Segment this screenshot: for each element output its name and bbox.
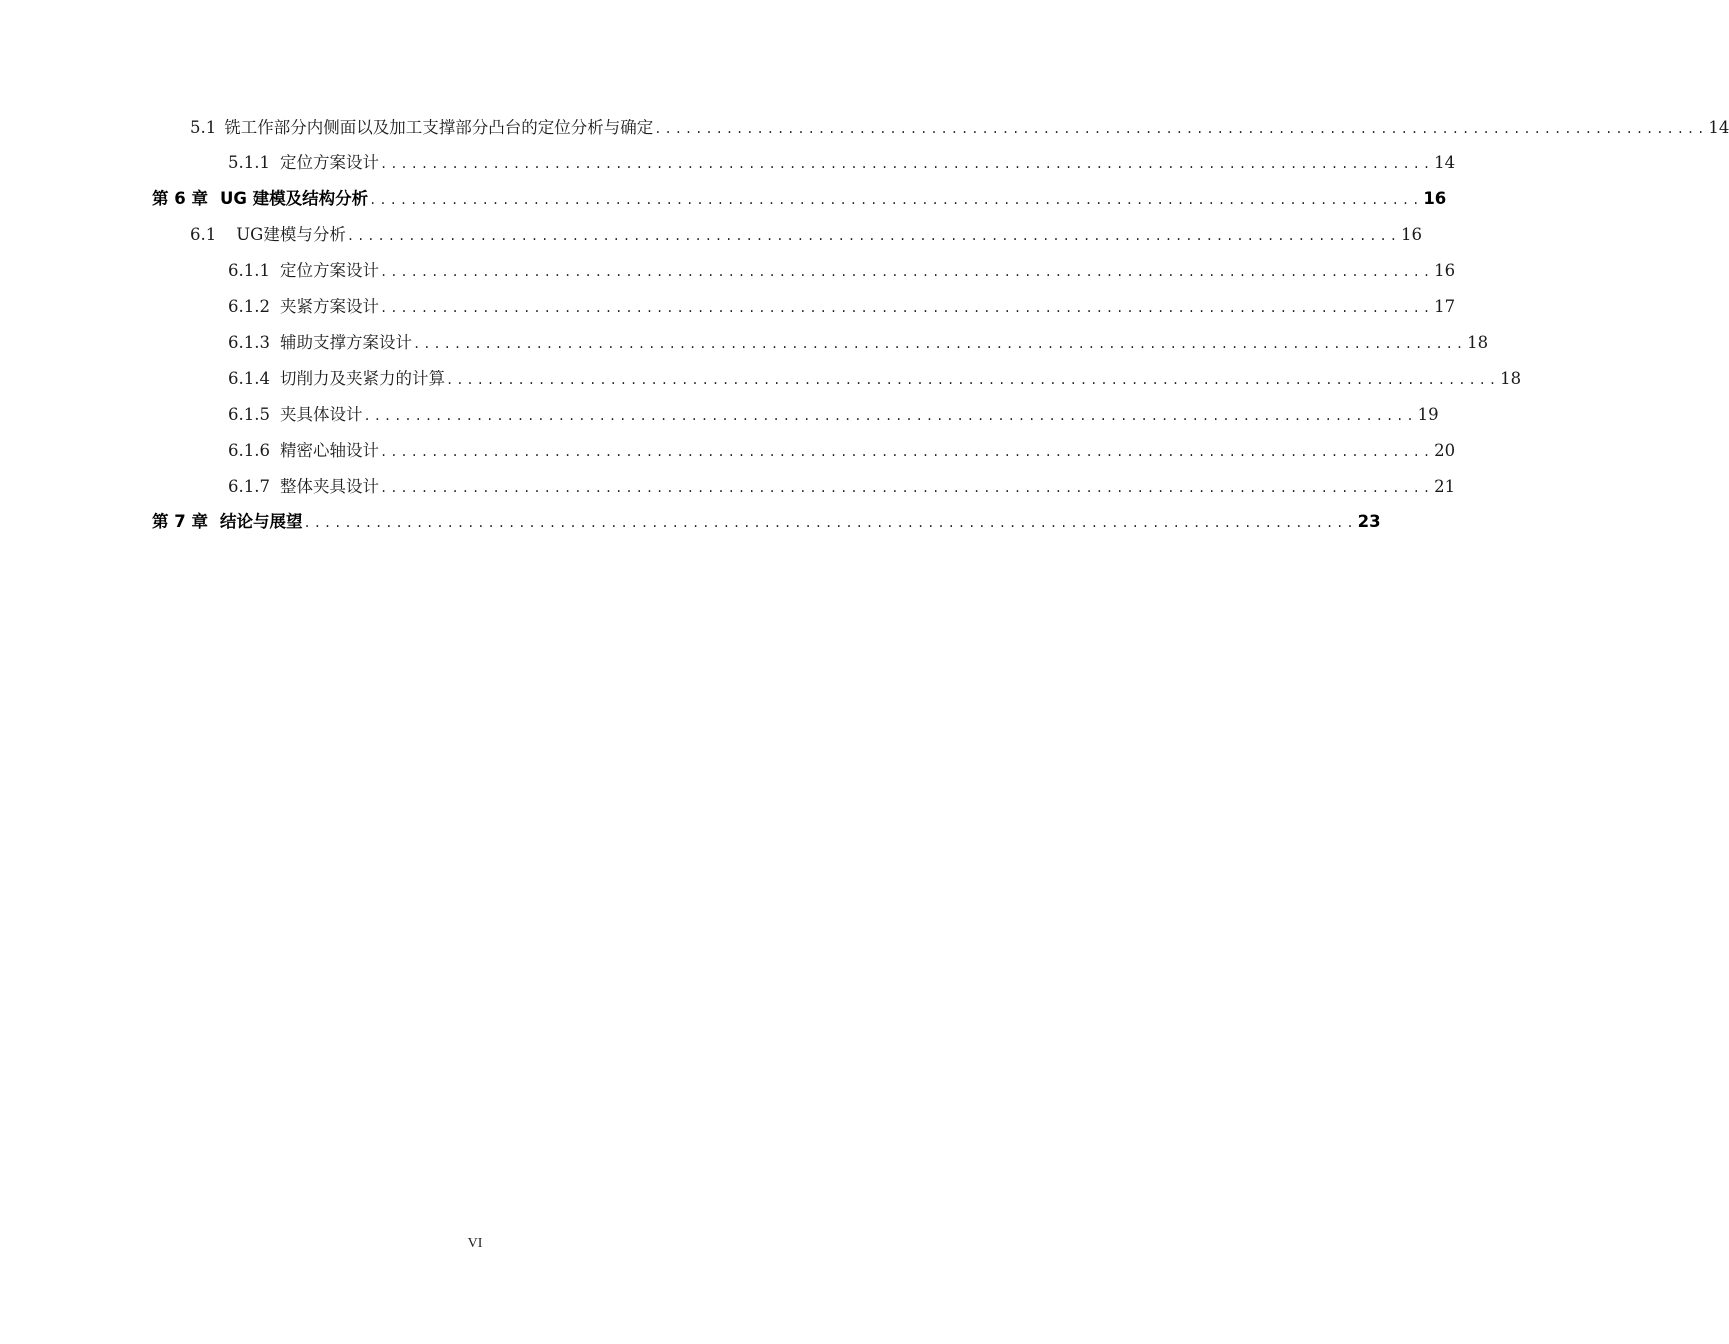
toc-entry-page: 20 [1434,441,1456,460]
toc-entry-title: UG建模与分析 [236,225,346,244]
toc-dot-leader: ....................................................................................................... [369,193,1423,207]
toc-entry-number: 5.1 [190,118,217,137]
toc-dot-leader: ....................................................................................................... [363,409,1417,423]
toc-entry-title: 定位方案设计 [279,153,379,172]
toc-entry-6-1-2[interactable] [228,295,1456,319]
toc-entry-number: 第 7 章 [152,512,208,531]
toc-dot-leader: ....................................................................................................... [412,337,1467,351]
toc-entry-6-1-6[interactable] [228,439,1456,463]
toc-entry-title: 精密心轴设计 [279,441,379,460]
toc-entry-number: 6.1 [190,225,217,244]
toc-entry-page: 23 [1357,512,1381,531]
toc-entry-6-1-3[interactable] [228,331,1489,355]
toc-entry-page: 14 [1434,153,1456,172]
toc-entry-page: 19 [1417,405,1439,424]
toc-entry-title: 辅助支撑方案设计 [279,333,412,352]
toc-entry-number: 5.1.1 [228,153,270,172]
toc-entry-title: 夹具体设计 [279,405,363,424]
toc-entry-5-1[interactable] [190,116,1729,140]
toc-entry-page: 21 [1434,477,1456,496]
toc-entry-page: 14 [1708,118,1729,137]
toc-entry-number: 6.1.5 [228,405,270,424]
toc-entry-page: 16 [1434,261,1456,280]
page-number-footer: VI [467,1236,483,1251]
toc-dot-leader: ....................................................................................................... [379,445,1434,459]
toc-entry-page: 16 [1400,225,1422,244]
toc-entry-number: 6.1.7 [228,477,270,496]
toc-entry-number: 6.1.4 [228,369,270,388]
toc-dot-leader: ....................................................................................................... [379,481,1434,495]
toc-entry-number: 第 6 章 [152,189,208,208]
toc-dot-leader: ....................................................................................................... [654,122,1708,136]
toc-entry-title: UG 建模及结构分析 [219,189,369,208]
toc-dot-leader: ....................................................................................................... [346,229,1400,243]
toc-entry-6-1-1[interactable] [228,259,1456,283]
toc-entry-page: 18 [1467,333,1489,352]
toc-entry-chapter-7[interactable] [152,510,1381,534]
toc-entry-number: 6.1.6 [228,441,270,460]
toc-entry-title: 定位方案设计 [279,261,379,280]
toc-entry-6-1[interactable] [190,223,1422,247]
toc-entry-6-1-5[interactable] [228,403,1439,427]
toc-entry-title: 整体夹具设计 [279,477,379,496]
toc-entry-number: 6.1.2 [228,297,270,316]
toc-entry-page: 16 [1423,189,1447,208]
toc-dot-leader: ....................................................................................................... [379,265,1434,279]
toc-entry-5-1-1[interactable] [228,151,1456,175]
toc-entry-6-1-7[interactable] [228,475,1456,499]
toc-entry-title: 切削力及夹紧力的计算 [279,369,445,388]
toc-entry-page: 17 [1434,297,1456,316]
toc-entry-title: 结论与展望 [219,512,303,531]
toc-entry-title: 铣工作部分内侧面以及加工支撑部分凸台的定位分析与确定 [224,118,654,137]
toc-entry-6-1-4[interactable] [228,367,1522,391]
toc-entry-title: 夹紧方案设计 [279,297,379,316]
toc-dot-leader: ....................................................................................................... [379,157,1434,171]
toc-entry-page: 18 [1500,369,1522,388]
toc-entry-number: 6.1.3 [228,333,270,352]
toc-entry-chapter-6[interactable] [152,187,1447,211]
toc-dot-leader: ....................................................................................................... [303,516,1357,530]
toc-dot-leader: ....................................................................................................... [445,373,1500,387]
toc-entry-number: 6.1.1 [228,261,270,280]
toc-dot-leader: ....................................................................................................... [379,301,1434,315]
